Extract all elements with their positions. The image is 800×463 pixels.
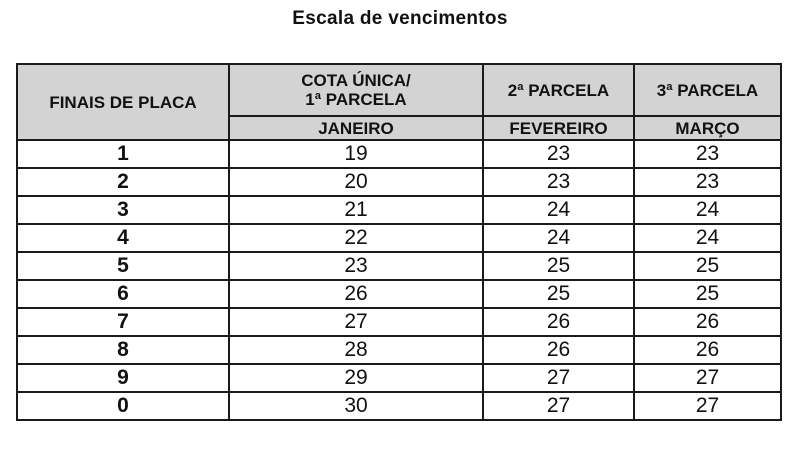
plate-ending-cell: 3 xyxy=(17,196,229,224)
plate-ending-cell: 2 xyxy=(17,168,229,196)
second-installment-day-cell: 24 xyxy=(483,196,634,224)
header-row xyxy=(17,64,781,116)
plate-ending-cell: 4 xyxy=(17,224,229,252)
table-row xyxy=(17,168,781,196)
third-installment-day-cell: 27 xyxy=(634,364,781,392)
third-installment-day-cell: 23 xyxy=(634,140,781,168)
third-installment-day-cell: 26 xyxy=(634,308,781,336)
second-installment-day-cell: 26 xyxy=(483,308,634,336)
plate-ending-cell: 6 xyxy=(17,280,229,308)
second-installment-day-cell: 26 xyxy=(483,336,634,364)
table-row xyxy=(17,224,781,252)
third-installment-day-cell: 26 xyxy=(634,336,781,364)
table-row xyxy=(17,280,781,308)
due-date-table xyxy=(16,63,782,421)
table-row xyxy=(17,392,781,420)
single-quota-day-cell: 22 xyxy=(229,224,483,252)
third-installment-day-cell: 23 xyxy=(634,168,781,196)
single-quota-day-cell: 23 xyxy=(229,252,483,280)
third-installment-day-cell: 25 xyxy=(634,252,781,280)
third-installment-day-cell: 25 xyxy=(634,280,781,308)
header-second-installment: 2ª PARCELA xyxy=(483,64,634,116)
plate-ending-cell: 7 xyxy=(17,308,229,336)
table-row xyxy=(17,336,781,364)
month-march: MARÇO xyxy=(634,116,781,140)
plate-ending-cell: 1 xyxy=(17,140,229,168)
plate-ending-cell: 5 xyxy=(17,252,229,280)
second-installment-day-cell: 25 xyxy=(483,280,634,308)
month-february: FEVEREIRO xyxy=(483,116,634,140)
second-installment-day-cell: 24 xyxy=(483,224,634,252)
second-installment-day-cell: 27 xyxy=(483,392,634,420)
single-quota-day-cell: 29 xyxy=(229,364,483,392)
plate-ending-cell: 8 xyxy=(17,336,229,364)
page-title: Escala de vencimentos xyxy=(292,8,508,29)
plate-ending-cell: 0 xyxy=(17,392,229,420)
single-quota-day-cell: 30 xyxy=(229,392,483,420)
table-row xyxy=(17,252,781,280)
second-installment-day-cell: 27 xyxy=(483,364,634,392)
third-installment-day-cell: 24 xyxy=(634,196,781,224)
header-single-quota-line1: COTA ÚNICA/ xyxy=(301,71,411,90)
single-quota-day-cell: 26 xyxy=(229,280,483,308)
second-installment-day-cell: 23 xyxy=(483,168,634,196)
header-single-quota xyxy=(229,64,483,116)
single-quota-day-cell: 20 xyxy=(229,168,483,196)
table-row xyxy=(17,364,781,392)
single-quota-day-cell: 21 xyxy=(229,196,483,224)
second-installment-day-cell: 25 xyxy=(483,252,634,280)
table-row xyxy=(17,140,781,168)
third-installment-day-cell: 24 xyxy=(634,224,781,252)
header-single-quota-line2: 1ª PARCELA xyxy=(305,90,407,109)
plate-ending-cell: 9 xyxy=(17,364,229,392)
single-quota-day-cell: 27 xyxy=(229,308,483,336)
second-installment-day-cell: 23 xyxy=(483,140,634,168)
header-third-installment: 3ª PARCELA xyxy=(634,64,781,116)
header-plate-endings: FINAIS DE PLACA xyxy=(17,64,229,140)
third-installment-day-cell: 27 xyxy=(634,392,781,420)
month-january: JANEIRO xyxy=(229,116,483,140)
table-row xyxy=(17,196,781,224)
table-row xyxy=(17,308,781,336)
single-quota-day-cell: 28 xyxy=(229,336,483,364)
single-quota-day-cell: 19 xyxy=(229,140,483,168)
